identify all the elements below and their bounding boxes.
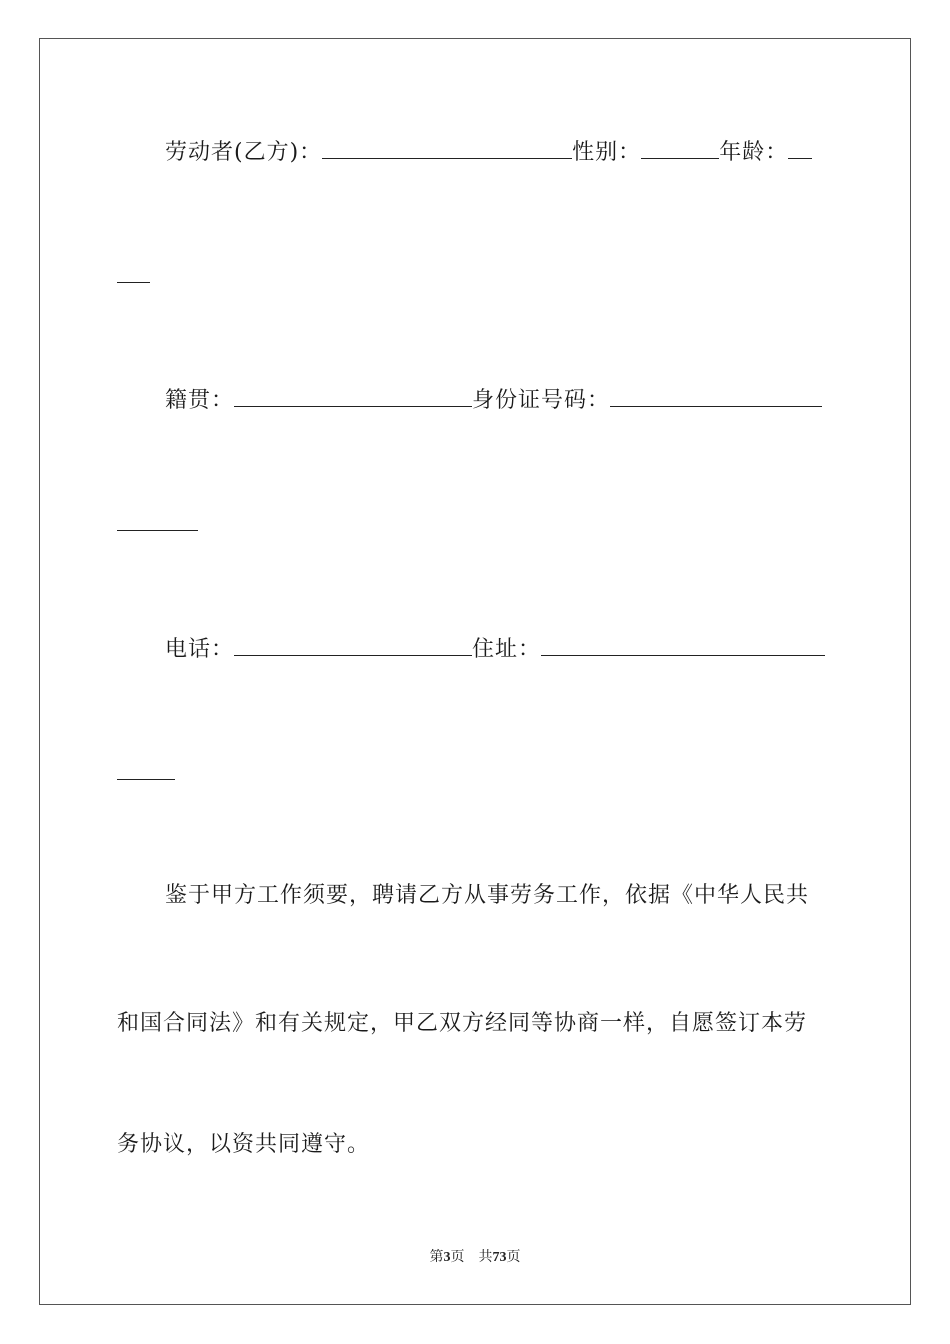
phone-blank [234, 633, 472, 656]
preamble-line-3: 务协议，以资共同遵守。 [117, 1132, 371, 1157]
preamble-line-2: 和国合同法》和有关规定，甲乙双方经同等协商一样，自愿签订本劳 [117, 1011, 808, 1036]
total-pages: 73 [492, 1250, 507, 1265]
age-blank-continued [117, 282, 150, 283]
origin-blank [234, 384, 472, 407]
page-number: 3 [443, 1250, 451, 1265]
address-blank-continued [117, 779, 175, 780]
phone-label: 电话： [165, 637, 235, 662]
page-prefix: 第 [429, 1250, 444, 1265]
id-number-blank [610, 384, 822, 407]
age-label: 年龄： [719, 140, 789, 165]
total-suffix: 页 [506, 1250, 521, 1265]
id-number-label: 身份证号码： [472, 388, 611, 413]
total-prefix: 共 [478, 1250, 493, 1265]
contact-line [117, 633, 885, 665]
gender-label: 性别： [572, 140, 642, 165]
id-number-blank-continued [117, 530, 198, 531]
party-b-label: 劳动者(乙方)： [165, 140, 323, 165]
address-blank [541, 633, 825, 656]
address-label: 住址： [472, 637, 542, 662]
origin-line [117, 384, 885, 416]
age-blank [788, 136, 812, 159]
origin-label: 籍贯： [165, 388, 235, 413]
party-b-line [117, 136, 885, 168]
page-footer [0, 1246, 950, 1266]
gender-blank [641, 136, 719, 159]
preamble-line-1: 鉴于甲方工作须要，聘请乙方从事劳务工作，依据《中华人民共 [165, 883, 810, 908]
party-b-name-blank [322, 136, 572, 159]
page-border [39, 38, 911, 1305]
page-suffix: 页 [450, 1250, 465, 1265]
